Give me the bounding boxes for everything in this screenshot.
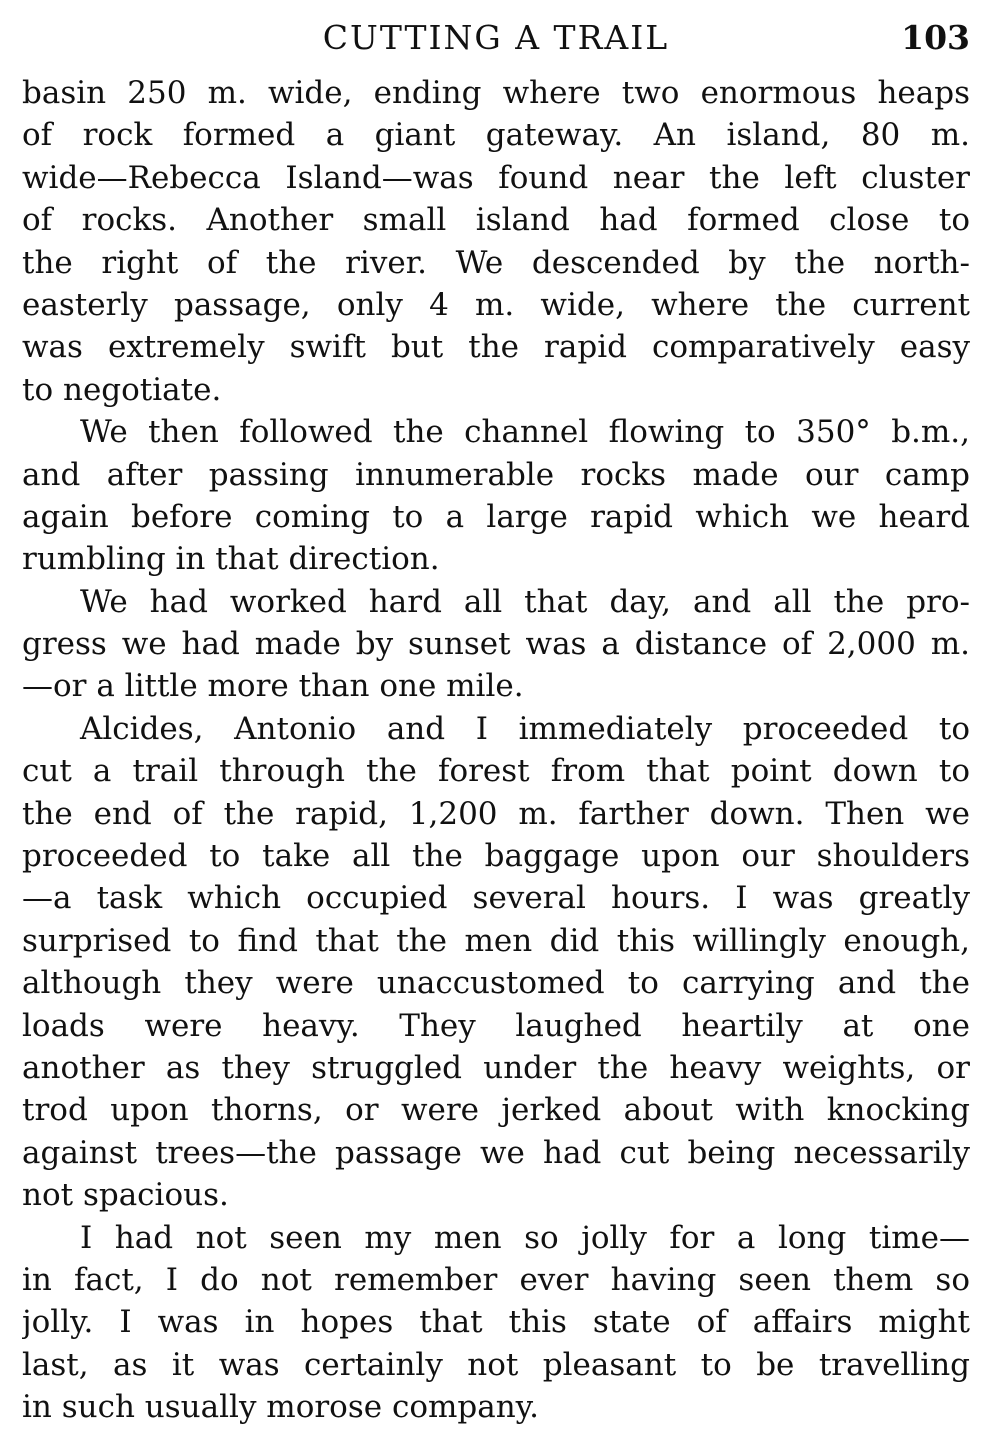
text-line: of rocks. Another small island had formed close to xyxy=(22,202,970,239)
paragraph-4 xyxy=(22,708,970,1217)
text-line: —a task which occupied several hours. I was greatly xyxy=(22,880,970,917)
running-head xyxy=(22,14,970,72)
paragraph-3 xyxy=(22,581,970,708)
paragraph-2 xyxy=(22,411,970,581)
text-line: in fact, I do not remember ever having seen them so xyxy=(22,1261,970,1298)
text-line: not spacious. xyxy=(22,1177,229,1214)
text-line: —or a little more than one mile. xyxy=(22,668,524,705)
text-line: against trees—the passage we had cut being necessarily xyxy=(22,1134,970,1171)
text-line: of rock formed a giant gateway. An island, 80 m. xyxy=(22,117,970,154)
text-line: wide—Rebecca Island—was found near the left cluster xyxy=(22,159,970,196)
paragraph-1 xyxy=(22,72,970,411)
text-line: surprised to find that the men did this willingly enough, xyxy=(22,922,970,959)
text-line: another as they struggled under the heavy weights, or xyxy=(22,1049,970,1086)
book-page xyxy=(22,14,970,1429)
text-line: cut a trail through the forest from that point down to xyxy=(22,753,970,790)
text-line: to negotiate. xyxy=(22,371,222,408)
running-title: CUTTING A TRAIL xyxy=(322,18,670,57)
text-line: although they were unaccustomed to carrying and the xyxy=(22,965,970,1002)
text-line: basin 250 m. wide, ending where two enormous heaps xyxy=(22,75,970,111)
text-line: in such usually morose company. xyxy=(22,1389,539,1426)
text-line: Alcides, Antonio and I immediately proceeded to xyxy=(80,710,970,747)
text-line: easterly passage, only 4 m. wide, where the current xyxy=(22,286,970,323)
paragraph-5 xyxy=(22,1217,970,1429)
text-line: proceeded to take all the baggage upon our shoulders xyxy=(22,838,970,875)
text-line: and after passing innumerable rocks made our camp xyxy=(22,456,970,493)
body-text xyxy=(22,72,970,1429)
text-line: We had worked hard all that day, and all the pro- xyxy=(80,583,970,620)
text-line: again before coming to a large rapid which we heard xyxy=(22,498,970,535)
text-line: We then followed the channel flowing to 350° b.m., xyxy=(80,414,970,451)
text-line: last, as it was certainly not pleasant to be travelling xyxy=(22,1346,970,1383)
text-line: trod upon thorns, or were jerked about with knocking xyxy=(22,1092,970,1129)
text-line: the right of the river. We descended by the north- xyxy=(22,244,970,281)
text-line: I had not seen my men so jolly for a long time— xyxy=(80,1219,970,1256)
text-line: gress we had made by sunset was a distance of 2,000 m. xyxy=(22,626,970,663)
page-number: 103 xyxy=(901,18,970,57)
text-line: loads were heavy. They laughed heartily at one xyxy=(22,1007,970,1044)
text-line: jolly. I was in hopes that this state of affairs might xyxy=(22,1304,970,1341)
text-line: the end of the rapid, 1,200 m. farther down. Then we xyxy=(22,795,970,832)
text-line: was extremely swift but the rapid comparatively easy xyxy=(22,329,970,366)
text-line: rumbling in that direction. xyxy=(22,541,440,578)
